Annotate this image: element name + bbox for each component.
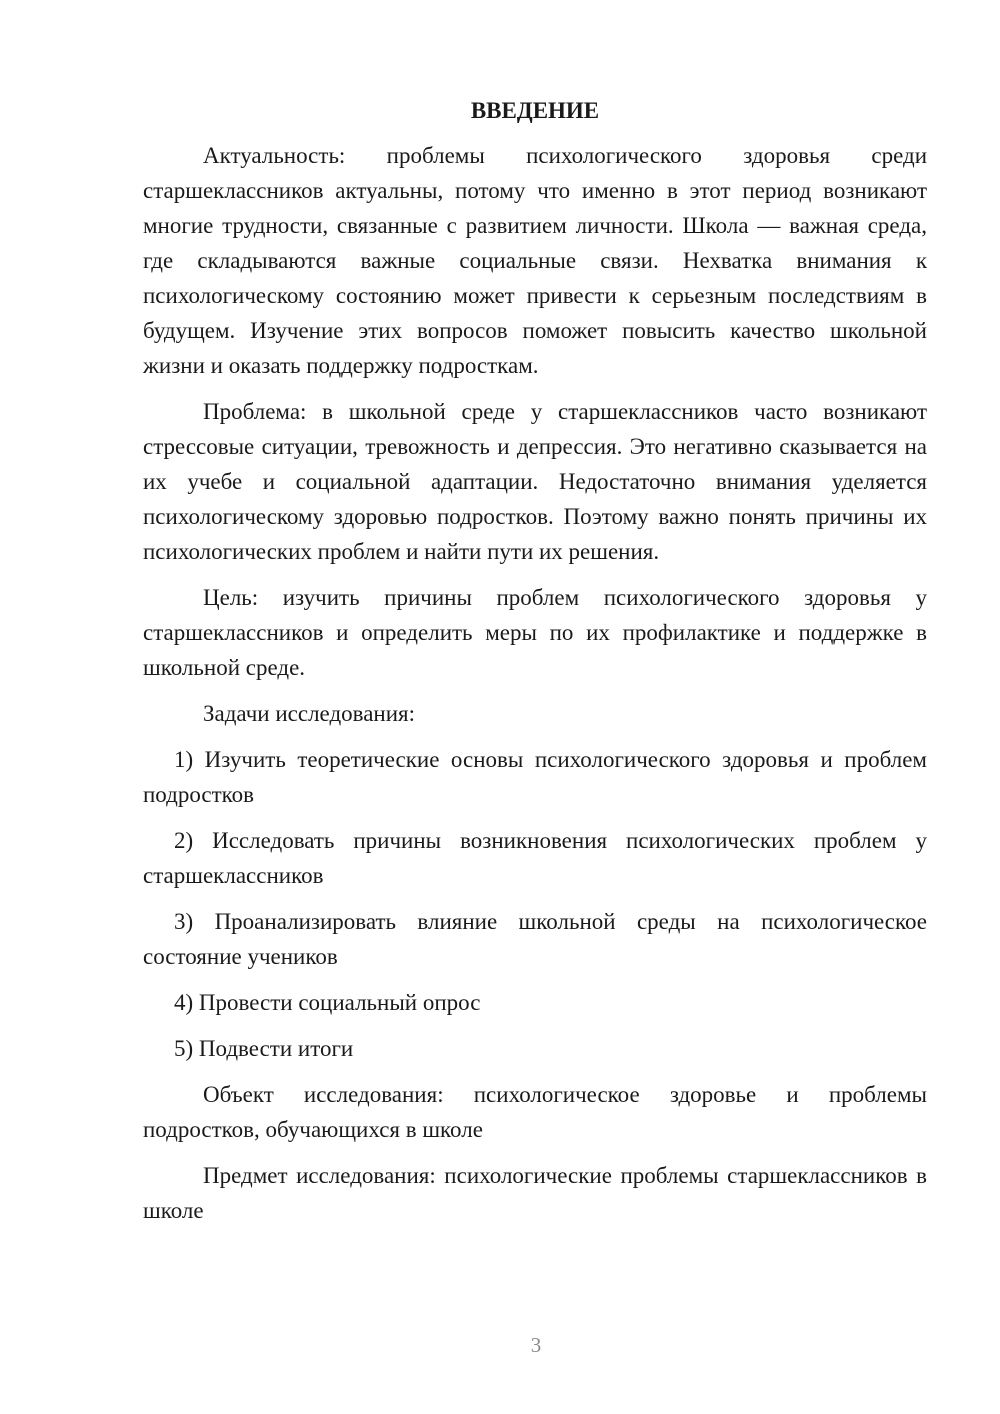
- task-item-2: 2) Исследовать причины возникновения психологических проблем у старшеклассников: [143, 828, 927, 888]
- task-item-5: 5) Подвести итоги: [174, 1036, 354, 1061]
- paragraph-object: Объект исследования: психологическое здоровье и проблемы подростков, обучающихся в школе: [143, 1082, 927, 1142]
- task-item-1: 1) Изучить теоретические основы психологического здоровья и проблем подростков: [143, 747, 927, 807]
- paragraph-goal: Цель: изучить причины проблем психологического здоровья у старшеклассников и определить меры по их профилактике и поддержке в школьной среде.: [143, 585, 927, 680]
- page-content: [143, 96, 927, 1239]
- tasks-heading: Задачи исследования:: [203, 701, 416, 726]
- task-item-3: 3) Проанализировать влияние школьной среды на психологическое состояние учеников: [143, 909, 927, 969]
- task-item-4: 4) Провести социальный опрос: [174, 990, 481, 1015]
- paragraph-subject: Предмет исследования: психологические проблемы старшеклассников в школе: [143, 1163, 927, 1223]
- page-number: 3: [530, 1333, 542, 1357]
- paragraph-problem: Проблема: в школьной среде у старшеклассников часто возникают стрессовые ситуации, тревожность и депрессия. Это негативно сказывается на их учебе и социальной адаптации. Недостаточно внимания уделяется психологическому здоровью подростков. Поэтому важно понять причины их психологических проблем и найти пути их решения.: [143, 399, 927, 564]
- paragraph-relevance: Актуальность: проблемы психологического здоровья среди старшеклассников актуальны, потому что именно в этот период возникают многие трудности, связанные с развитием личности. Школа — важная среда, где складываются важные социальные связи. Нехватка внимания к психологическому состоянию может привести к серьезным последствиям в будущем. Изучение этих вопросов поможет повысить качество школьной жизни и оказать поддержку подросткам.: [143, 143, 927, 378]
- section-title: ВВЕДЕНИЕ: [470, 98, 600, 123]
